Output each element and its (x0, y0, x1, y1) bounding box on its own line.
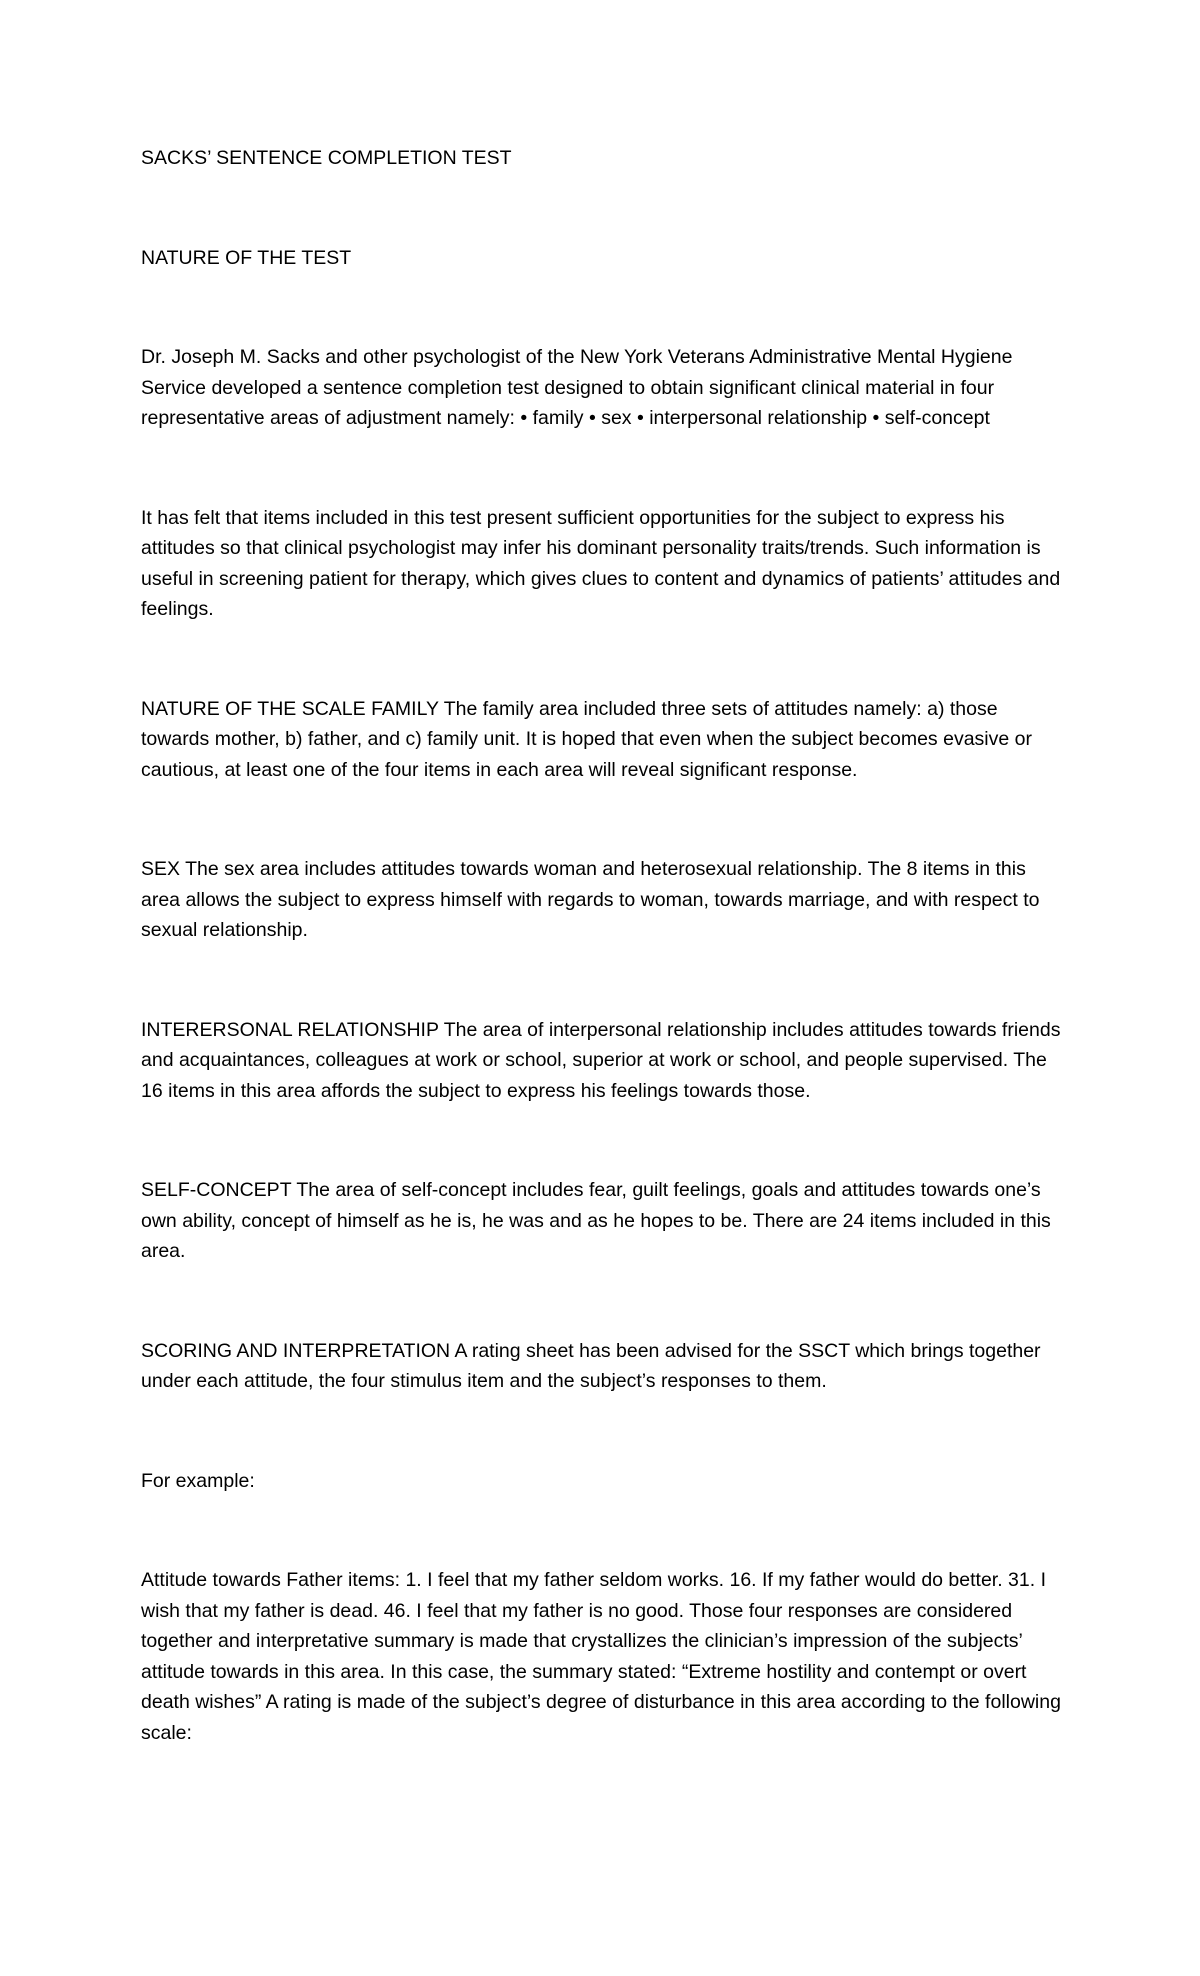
paragraph-purpose: It has felt that items included in this test present sufficient opportunities for the subject to express his attitudes so that clinical psychologist may infer his dominant personality traits/trends. Such information is useful in screening patient for therapy, which gives clues to content and dynamics of patients’ attitudes and feelings. (141, 506, 1061, 620)
section-heading: NATURE OF THE TEST (141, 246, 352, 269)
paragraph-interpersonal: INTERERSONAL RELATIONSHIP The area of interpersonal relationship includes attitudes towards friends and acquaintances, colleagues at work or school, superior at work or school, and people supervised. The 16 items in this area affords the subject to express his feelings towards those. (141, 1018, 1061, 1102)
paragraph-scoring: SCORING AND INTERPRETATION A rating sheet has been advised for the SSCT which brings together under each attitude, the four stimulus item and the subject’s responses to them. (141, 1339, 1041, 1392)
paragraph-intro: Dr. Joseph M. Sacks and other psychologist of the New York Veterans Administrative Mental Hygiene Service developed a sentence completion test designed to obtain significant clinical material in four representative areas of adjustment namely: • family • sex • interpersonal relationship • self-concept (141, 346, 1013, 429)
paragraph-self-concept: SELF-CONCEPT The area of self-concept includes fear, guilt feelings, goals and attitudes towards one’s own ability, concept of himself as he is, he was and as he hopes to be. There are 24 items included in this area. (141, 1179, 1051, 1262)
paragraph-example-label: For example: (141, 1469, 255, 1492)
document-body (141, 143, 1066, 1748)
paragraph-sex: SEX The sex area includes attitudes towards woman and heterosexual relationship. The 8 items in this area allows the subject to express himself with regards to woman, towards marriage, and with respect to sexual relationship. (141, 858, 1040, 941)
paragraph-family: NATURE OF THE SCALE FAMILY The family area included three sets of attitudes namely: a) those towards mother, b) father, and c) family unit. It is hoped that even when the subject becomes evasive or cautious, at least one of the four items in each area will reveal significant response. (141, 697, 1032, 781)
document-title: SACKS’ SENTENCE COMPLETION TEST (141, 147, 512, 169)
paragraph-example: Attitude towards Father items: 1. I feel that my father seldom works. 16. If my father would do better. 31. I wish that my father is dead. 46. I feel that my father is no good. Those four responses are considered together and interpretative summary is made that crystallizes the clinician’s impression of the subjects’ attitude towards in this area. In this case, the summary stated: “Extreme hostility and contempt or overt death wishes” A rating is made of the subject’s degree of disturbance in this area according to the following scale: (141, 1569, 1061, 1744)
